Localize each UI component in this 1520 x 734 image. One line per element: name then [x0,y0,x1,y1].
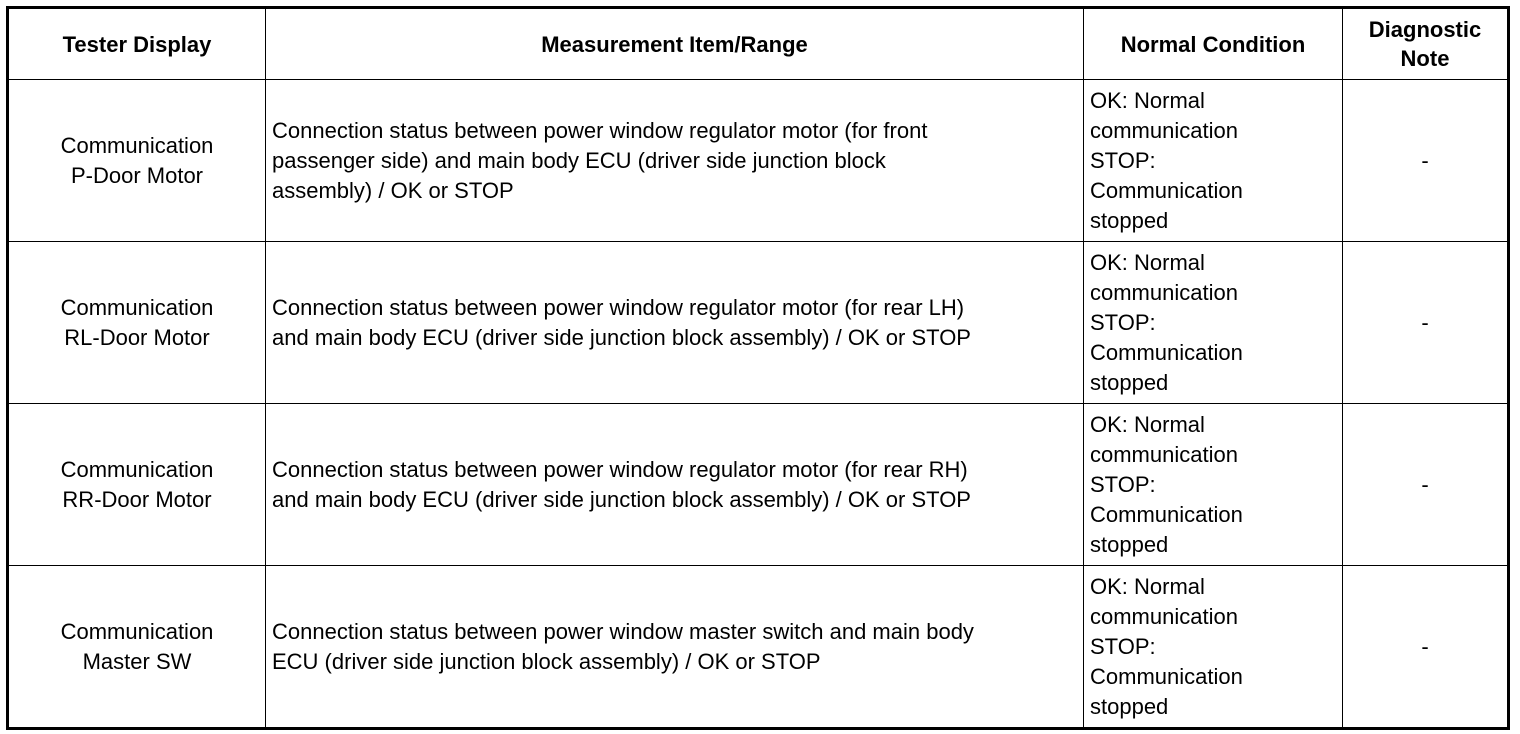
normal-condition-cell [1084,242,1343,404]
tester-display-cell [8,404,266,566]
cell-line: Connection status between power window regulator motor (for front [272,117,928,143]
cell-line: STOP: [1090,309,1156,335]
cell-line: stopped [1090,693,1169,719]
cell-line: stopped [1090,369,1169,395]
cell-line: OK: Normal [1090,87,1205,113]
cell-line: Communication [60,132,214,158]
tester-display-cell [8,566,266,729]
cell-line: Communication [1090,501,1243,527]
tester-display-cell [8,80,266,242]
measurement-cell [266,404,1084,566]
cell-line: STOP: [1090,471,1156,497]
cell-line: Connection status between power window master switch and main body [272,618,974,644]
table-row [8,242,1509,404]
normal-condition-cell [1084,566,1343,729]
cell-line: communication [1090,441,1238,467]
cell-line: STOP: [1090,633,1156,659]
cell-line: Communication [60,294,214,320]
header-tester-display: Tester Display [8,8,266,80]
header-measurement-item: Measurement Item/Range [266,8,1084,80]
cell-line: Communication [60,618,214,644]
cell-line: Communication [1090,177,1243,203]
measurement-cell [266,242,1084,404]
table-header-row [8,8,1509,80]
cell-line: Master SW [82,648,192,674]
normal-condition-cell [1084,404,1343,566]
table-row [8,80,1509,242]
cell-line: communication [1090,279,1238,305]
cell-line: communication [1090,603,1238,629]
diagnostic-note-cell: - [1343,566,1509,729]
cell-line: stopped [1090,207,1169,233]
cell-line: RL-Door Motor [64,324,210,350]
cell-line: passenger side) and main body ECU (driver side junction block [272,147,886,173]
cell-line: stopped [1090,531,1169,557]
data-list-table [6,6,1510,730]
normal-condition-cell [1084,80,1343,242]
cell-line: Communication [1090,339,1243,365]
table-row [8,404,1509,566]
cell-line: communication [1090,117,1238,143]
header-diagnostic-note [1343,8,1509,80]
header-diagnostic-note-line: Note [1400,46,1450,71]
header-normal-condition: Normal Condition [1084,8,1343,80]
cell-line: Connection status between power window regulator motor (for rear LH) [272,294,965,320]
cell-line: ECU (driver side junction block assembly) / OK or STOP [272,648,821,674]
diagnostic-note-cell: - [1343,80,1509,242]
cell-line: assembly) / OK or STOP [272,177,514,203]
cell-line: Communication [1090,663,1243,689]
cell-line: Communication [60,456,214,482]
cell-line: and main body ECU (driver side junction block assembly) / OK or STOP [272,486,971,512]
cell-line: OK: Normal [1090,411,1205,437]
table-row [8,566,1509,729]
cell-line: OK: Normal [1090,573,1205,599]
measurement-cell [266,80,1084,242]
header-diagnostic-note-line: Diagnostic [1368,17,1482,42]
cell-line: and main body ECU (driver side junction block assembly) / OK or STOP [272,324,971,350]
diagnostic-note-cell: - [1343,404,1509,566]
tester-display-cell [8,242,266,404]
cell-line: P-Door Motor [70,162,204,188]
diagnostic-note-cell: - [1343,242,1509,404]
cell-line: Connection status between power window regulator motor (for rear RH) [272,456,968,482]
cell-line: OK: Normal [1090,249,1205,275]
cell-line: STOP: [1090,147,1156,173]
measurement-cell [266,566,1084,729]
cell-line: RR-Door Motor [62,486,212,512]
